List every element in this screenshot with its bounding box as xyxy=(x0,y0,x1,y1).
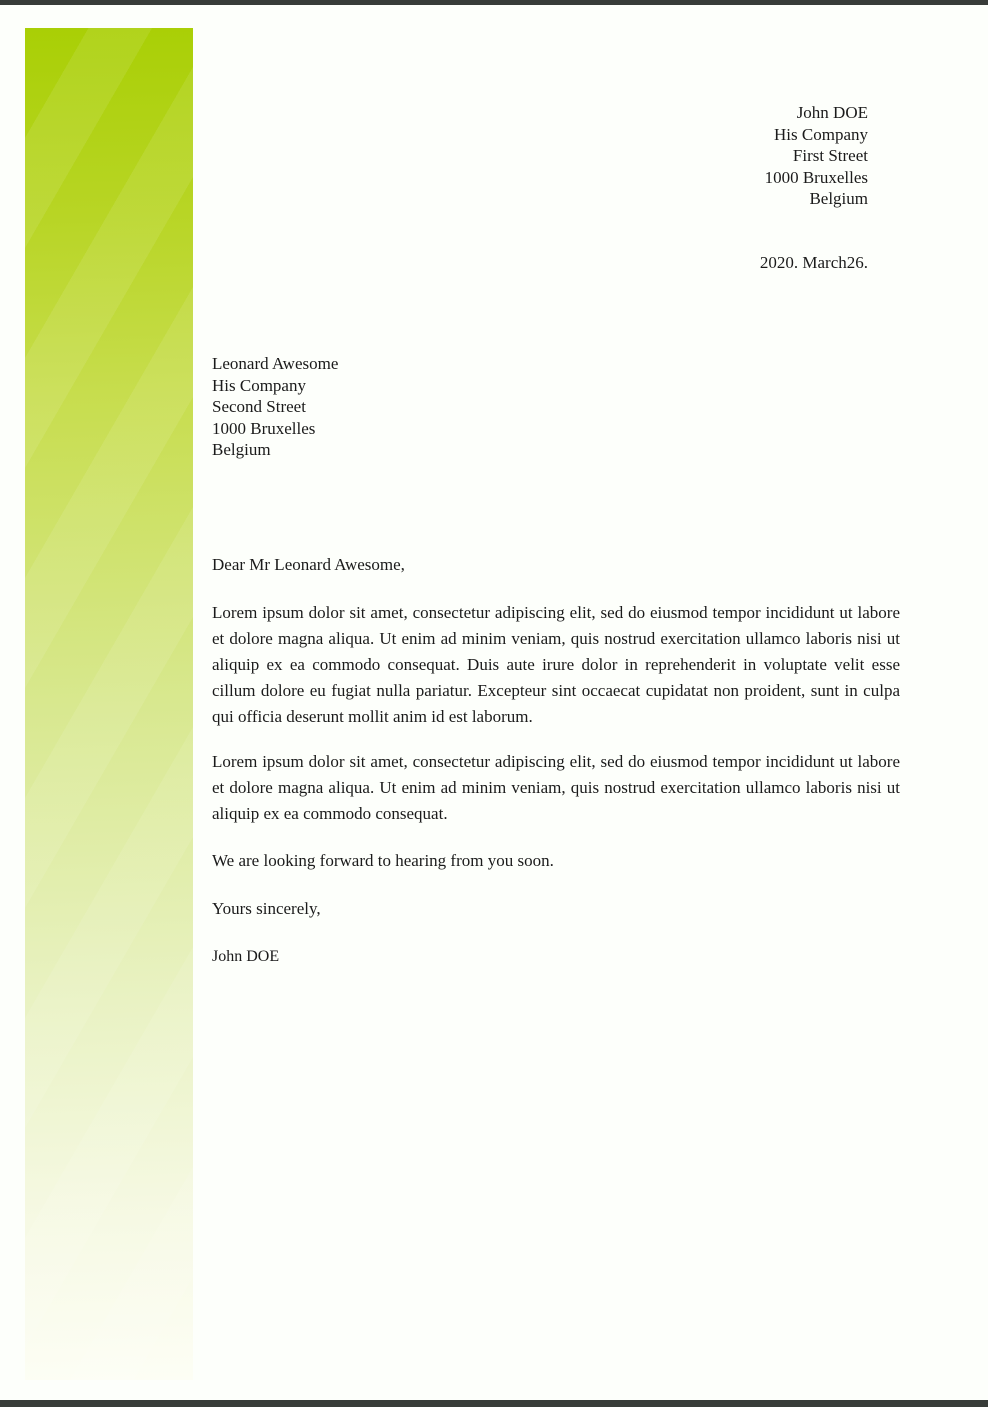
sender-company: His Company xyxy=(774,124,868,144)
sender-address-block xyxy=(765,102,868,210)
sender-street: First Street xyxy=(792,146,868,165)
recipient-name: Leonard Awesome xyxy=(212,354,339,373)
page-bottom-edge xyxy=(0,1400,988,1407)
letter-date: 2020. March26. xyxy=(759,253,868,272)
valediction: Yours sincerely, xyxy=(212,899,321,918)
body-paragraph-2: Lorem ipsum dolor sit amet, consectetur adipiscing elit, sed do eiusmod tempor incididunt ut labore et dolore magna aliqua. Ut enim ad minim veniam, quis nostrud exercitation ullamco laboris nisi ut aliquip ex ea commodo consequat. xyxy=(212,752,900,823)
sender-name: John DOE xyxy=(796,103,868,122)
body-paragraph-1: Lorem ipsum dolor sit amet, consectetur adipiscing elit, sed do eiusmod tempor incididunt ut labore et dolore magna aliqua. Ut enim ad minim veniam, quis nostrud exercitation ullamco laboris nisi ut aliquip ex ea commodo consequat. Duis aute irure dolor in reprehenderit in voluptate velit esse cillum dolore eu fugiat nulla pariatur. Excepteur sint occaecat cupidatat non proident, sunt in culpa qui officia deserunt mollit anim id est laborum. xyxy=(212,603,900,726)
closing-line: We are looking forward to hearing from you soon. xyxy=(212,851,554,870)
sender-country: Belgium xyxy=(809,189,868,208)
sender-city: 1000 Bruxelles xyxy=(764,167,868,187)
recipient-city: 1000 Bruxelles xyxy=(212,418,316,438)
signature-name: John DOE xyxy=(212,948,280,965)
recipient-address-block xyxy=(212,353,338,461)
sidebar-accent-bar xyxy=(25,28,193,1380)
recipient-company: His Company xyxy=(212,375,306,395)
recipient-street: Second Street xyxy=(212,397,306,416)
recipient-country: Belgium xyxy=(212,440,271,459)
salutation: Dear Mr Leonard Awesome, xyxy=(212,555,405,574)
page-top-edge xyxy=(0,0,988,5)
